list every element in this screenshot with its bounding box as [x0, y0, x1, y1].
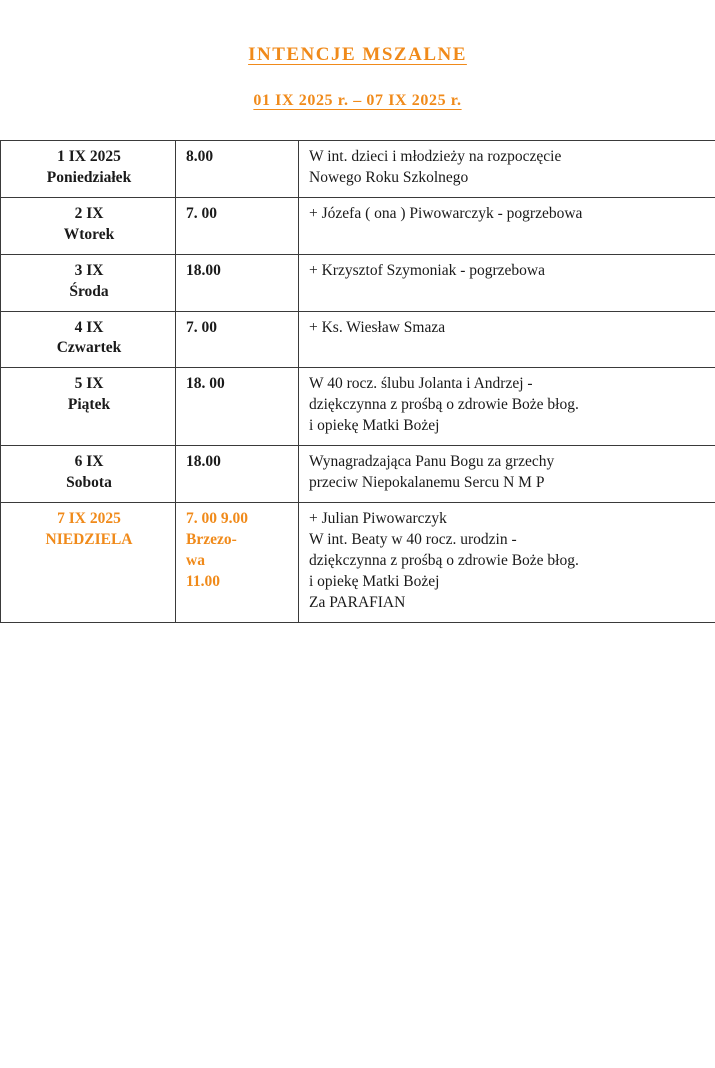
date-range-subtitle: 01 IX 2025 r. – 07 IX 2025 r. [0, 92, 715, 110]
intention-block [309, 593, 715, 614]
intention-line: W 40 rocz. ślubu Jolanta i Andrzej - [309, 374, 715, 395]
mass-time: 18.00 [186, 262, 221, 279]
intention-line: Za PARAFIAN [309, 593, 715, 614]
intention-block [309, 318, 715, 339]
intention-line: Wynagradzająca Panu Bogu za grzechy [309, 452, 715, 473]
day-date: 4 IX [11, 318, 167, 339]
mass-time: 7. 00 [186, 510, 217, 527]
intention-line: + Julian Piwowarczyk [309, 509, 715, 530]
intention-cell [299, 254, 715, 311]
day-cell [1, 502, 176, 622]
time-cell [176, 141, 299, 198]
intention-cell [299, 197, 715, 254]
intention-cell [299, 368, 715, 446]
time-cell [176, 311, 299, 368]
day-name: Wtorek [11, 225, 167, 246]
intention-line: dziękczynna z prośbą o zdrowie Boże błog. [309, 551, 715, 572]
day-cell [1, 446, 176, 503]
intention-line: przeciw Niepokalanemu Sercu N M P [309, 473, 715, 494]
document-page [0, 44, 715, 1068]
intention-block [309, 204, 715, 225]
day-name: Poniedziałek [11, 168, 167, 189]
intention-cell [299, 311, 715, 368]
intention-line: + Krzysztof Szymoniak - pogrzebowa [309, 261, 715, 282]
table-row [1, 254, 715, 311]
intention-block [309, 374, 715, 437]
mass-time: 18. 00 [186, 375, 225, 392]
mass-time: 9.00 [221, 510, 248, 527]
day-cell [1, 368, 176, 446]
day-date: 1 IX 2025 [11, 147, 167, 168]
intention-line: W int. Beaty w 40 rocz. urodzin - [309, 530, 715, 551]
mass-location-note: Brzezo- wa [186, 530, 290, 572]
intention-line: W int. dzieci i młodzieży na rozpoczęcie [309, 147, 715, 168]
intention-block [309, 147, 715, 189]
day-name: NIEDZIELA [11, 530, 167, 551]
day-name: Sobota [11, 473, 167, 494]
day-cell [1, 311, 176, 368]
table-row [1, 368, 715, 446]
time-cell [176, 502, 299, 622]
intention-cell [299, 446, 715, 503]
intention-block [309, 261, 715, 282]
intention-block [309, 452, 715, 494]
day-date: 7 IX 2025 [11, 509, 167, 530]
intention-line: dziękczynna z prośbą o zdrowie Boże błog. [309, 395, 715, 416]
day-name: Czwartek [11, 338, 167, 359]
table-row [1, 197, 715, 254]
intention-cell [299, 141, 715, 198]
day-name: Piątek [11, 395, 167, 416]
day-date: 6 IX [11, 452, 167, 473]
page-title: INTENCJE MSZALNE [0, 44, 715, 66]
mass-time: 8.00 [186, 148, 213, 165]
table-row [1, 311, 715, 368]
time-cell [176, 197, 299, 254]
day-date: 3 IX [11, 261, 167, 282]
day-date: 2 IX [11, 204, 167, 225]
intention-block [309, 530, 715, 593]
time-cell [176, 368, 299, 446]
day-cell [1, 141, 176, 198]
day-date: 5 IX [11, 374, 167, 395]
time-cell [176, 254, 299, 311]
intention-line: + Ks. Wiesław Smaza [309, 318, 715, 339]
intention-line: + Józefa ( ona ) Piwowarczyk - pogrzebowa [309, 204, 715, 225]
intention-block [309, 509, 715, 530]
mass-time: 7. 00 [186, 205, 217, 222]
intention-line: i opiekę Matki Bożej [309, 416, 715, 437]
mass-intentions-table [0, 140, 715, 623]
intention-line: i opiekę Matki Bożej [309, 572, 715, 593]
table-row [1, 446, 715, 503]
time-cell [176, 446, 299, 503]
day-cell [1, 197, 176, 254]
intention-line: Nowego Roku Szkolnego [309, 168, 715, 189]
mass-time: 7. 00 [186, 319, 217, 336]
intention-cell [299, 502, 715, 622]
mass-time: 18.00 [186, 453, 221, 470]
table-row [1, 141, 715, 198]
mass-time: 11.00 [186, 573, 220, 590]
day-cell [1, 254, 176, 311]
table-row-sunday [1, 502, 715, 622]
day-name: Środa [11, 282, 167, 303]
